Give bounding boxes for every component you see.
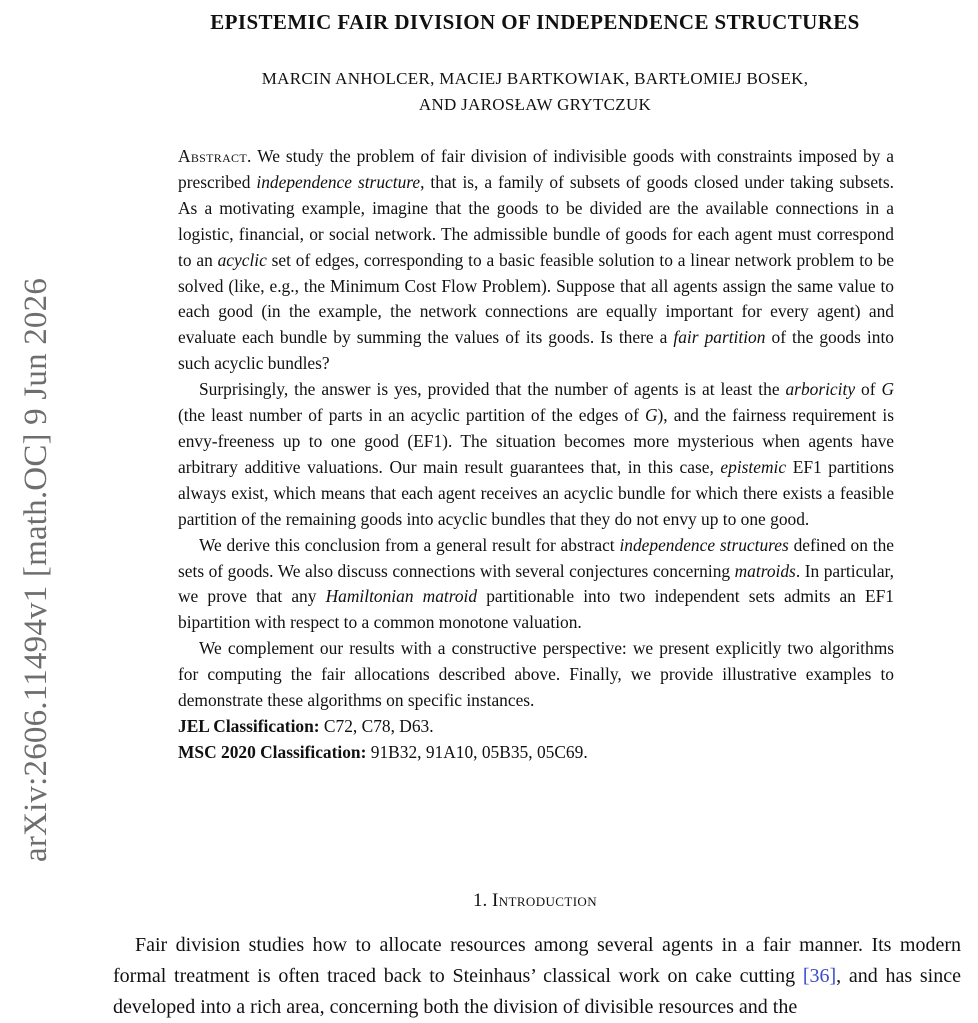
abstract-paragraph-1 (178, 144, 894, 377)
arxiv-identifier-stamp: arXiv:2606.11494v1 [math.OC] 9 Jun 2026 (18, 277, 54, 862)
author-line-1: MARCIN ANHOLCER, MACIEJ BARTKOWIAK, BARTŁOMIEJ BOSEK, (261, 69, 809, 88)
msc-classification (178, 740, 894, 766)
abstract-text: We derive this conclusion from a general result for abstract (199, 534, 620, 555)
introduction-paragraph (113, 930, 961, 1023)
intro-text: , and has since developed into a rich area, concerning both the division of divisible resources and the (113, 965, 961, 1018)
abstract-text: partitionable into two independent sets admits an EF1 bipartition with respect to a common monotone valuation. (178, 586, 895, 633)
abstract-emphasis: Hamiltonian matroid (325, 586, 478, 607)
abstract-text: EF1 partitions always exist, which means that each agent receives an acyclic bundle for which there exists a feasible partition of the remaining goods into acyclic bundles that they do not envy up to one good. (178, 456, 894, 529)
math-symbol: G (881, 379, 894, 400)
section-heading-introduction (0, 890, 978, 912)
math-symbol: G (644, 405, 658, 426)
abstract-emphasis: epistemic (720, 456, 787, 477)
abstract-text: (the least number of parts in an acyclic partition of the edges of (178, 405, 645, 426)
abstract-emphasis: matroids (734, 560, 796, 581)
jel-codes: C72, C78, D63. (319, 715, 434, 736)
jel-classification (178, 714, 894, 740)
abstract-heading: Abstract. (178, 146, 252, 166)
abstract-text: Surprisingly, the answer is yes, provided that the number of agents is at least the (199, 379, 786, 400)
abstract-emphasis: independence structure (256, 171, 421, 192)
abstract-text: of the goods into such acyclic bundles? (178, 327, 894, 374)
abstract-emphasis: acyclic (217, 249, 267, 270)
abstract-text: We study the problem of fair division of indivisible goods with constraints imposed by a prescribed (178, 146, 894, 192)
abstract-text: of (855, 379, 882, 400)
section-number: 1. (472, 890, 488, 911)
intro-text: Fair division studies how to allocate resources among several agents in a fair manner. Its modern formal treatment is often traced back to Steinhaus’ classical work on cake cutting (113, 934, 961, 987)
abstract-block (178, 144, 894, 766)
msc-label: MSC 2020 Classification: (178, 741, 367, 762)
abstract-paragraph-4: We complement our results with a constructive perspective: we present explicitly two algorithms for computing the fair allocations described above. Finally, we provide illustrative examples to demonstrate these algorithms on specific instances. (178, 638, 894, 711)
abstract-emphasis: arboricity (785, 379, 856, 400)
abstract-text: ), and the fairness requirement is envy-freeness up to one good (EF1). The situation becomes more mysterious when agents have arbitrary additive valuations. Our main result guarantees that, in this case, (178, 405, 894, 477)
author-line-2: AND JAROSŁAW GRYTCZUK (418, 95, 652, 114)
abstract-paragraph-2 (178, 377, 894, 532)
abstract-text: . In particular, we prove that any (178, 560, 894, 607)
abstract-text: defined on the sets of goods. We also discuss connections with several conjectures concerning (178, 534, 894, 581)
abstract-emphasis: independence structures (619, 534, 789, 555)
section-title: Introduction (491, 890, 597, 911)
msc-codes: 91B32, 91A10, 05B35, 05C69. (366, 741, 588, 762)
citation-link[interactable]: [36] (802, 965, 837, 987)
author-list (0, 66, 978, 118)
abstract-text: , that is, a family of subsets of goods closed under taking subsets. As a motivating example, imagine that the goods to be divided are the available connections in a logistic, financial, or social network. The admissible bundle of goods for each agent must correspond to an (178, 171, 894, 270)
abstract-text: set of edges, corresponding to a basic feasible solution to a linear network problem to be solved (like, e.g., the Minimum Cost Flow Problem). Suppose that all agents assign the same value to each good (in the example, the network connections are equally important for every agent) and evaluate each bundle by summing the values of its goods. Is there a (178, 249, 895, 348)
jel-label: JEL Classification: (178, 715, 320, 736)
abstract-paragraph-3 (178, 533, 894, 637)
paper-title: EPISTEMIC FAIR DIVISION OF INDEPENDENCE STRUCTURES (210, 10, 860, 34)
abstract-emphasis: fair partition (673, 327, 766, 348)
